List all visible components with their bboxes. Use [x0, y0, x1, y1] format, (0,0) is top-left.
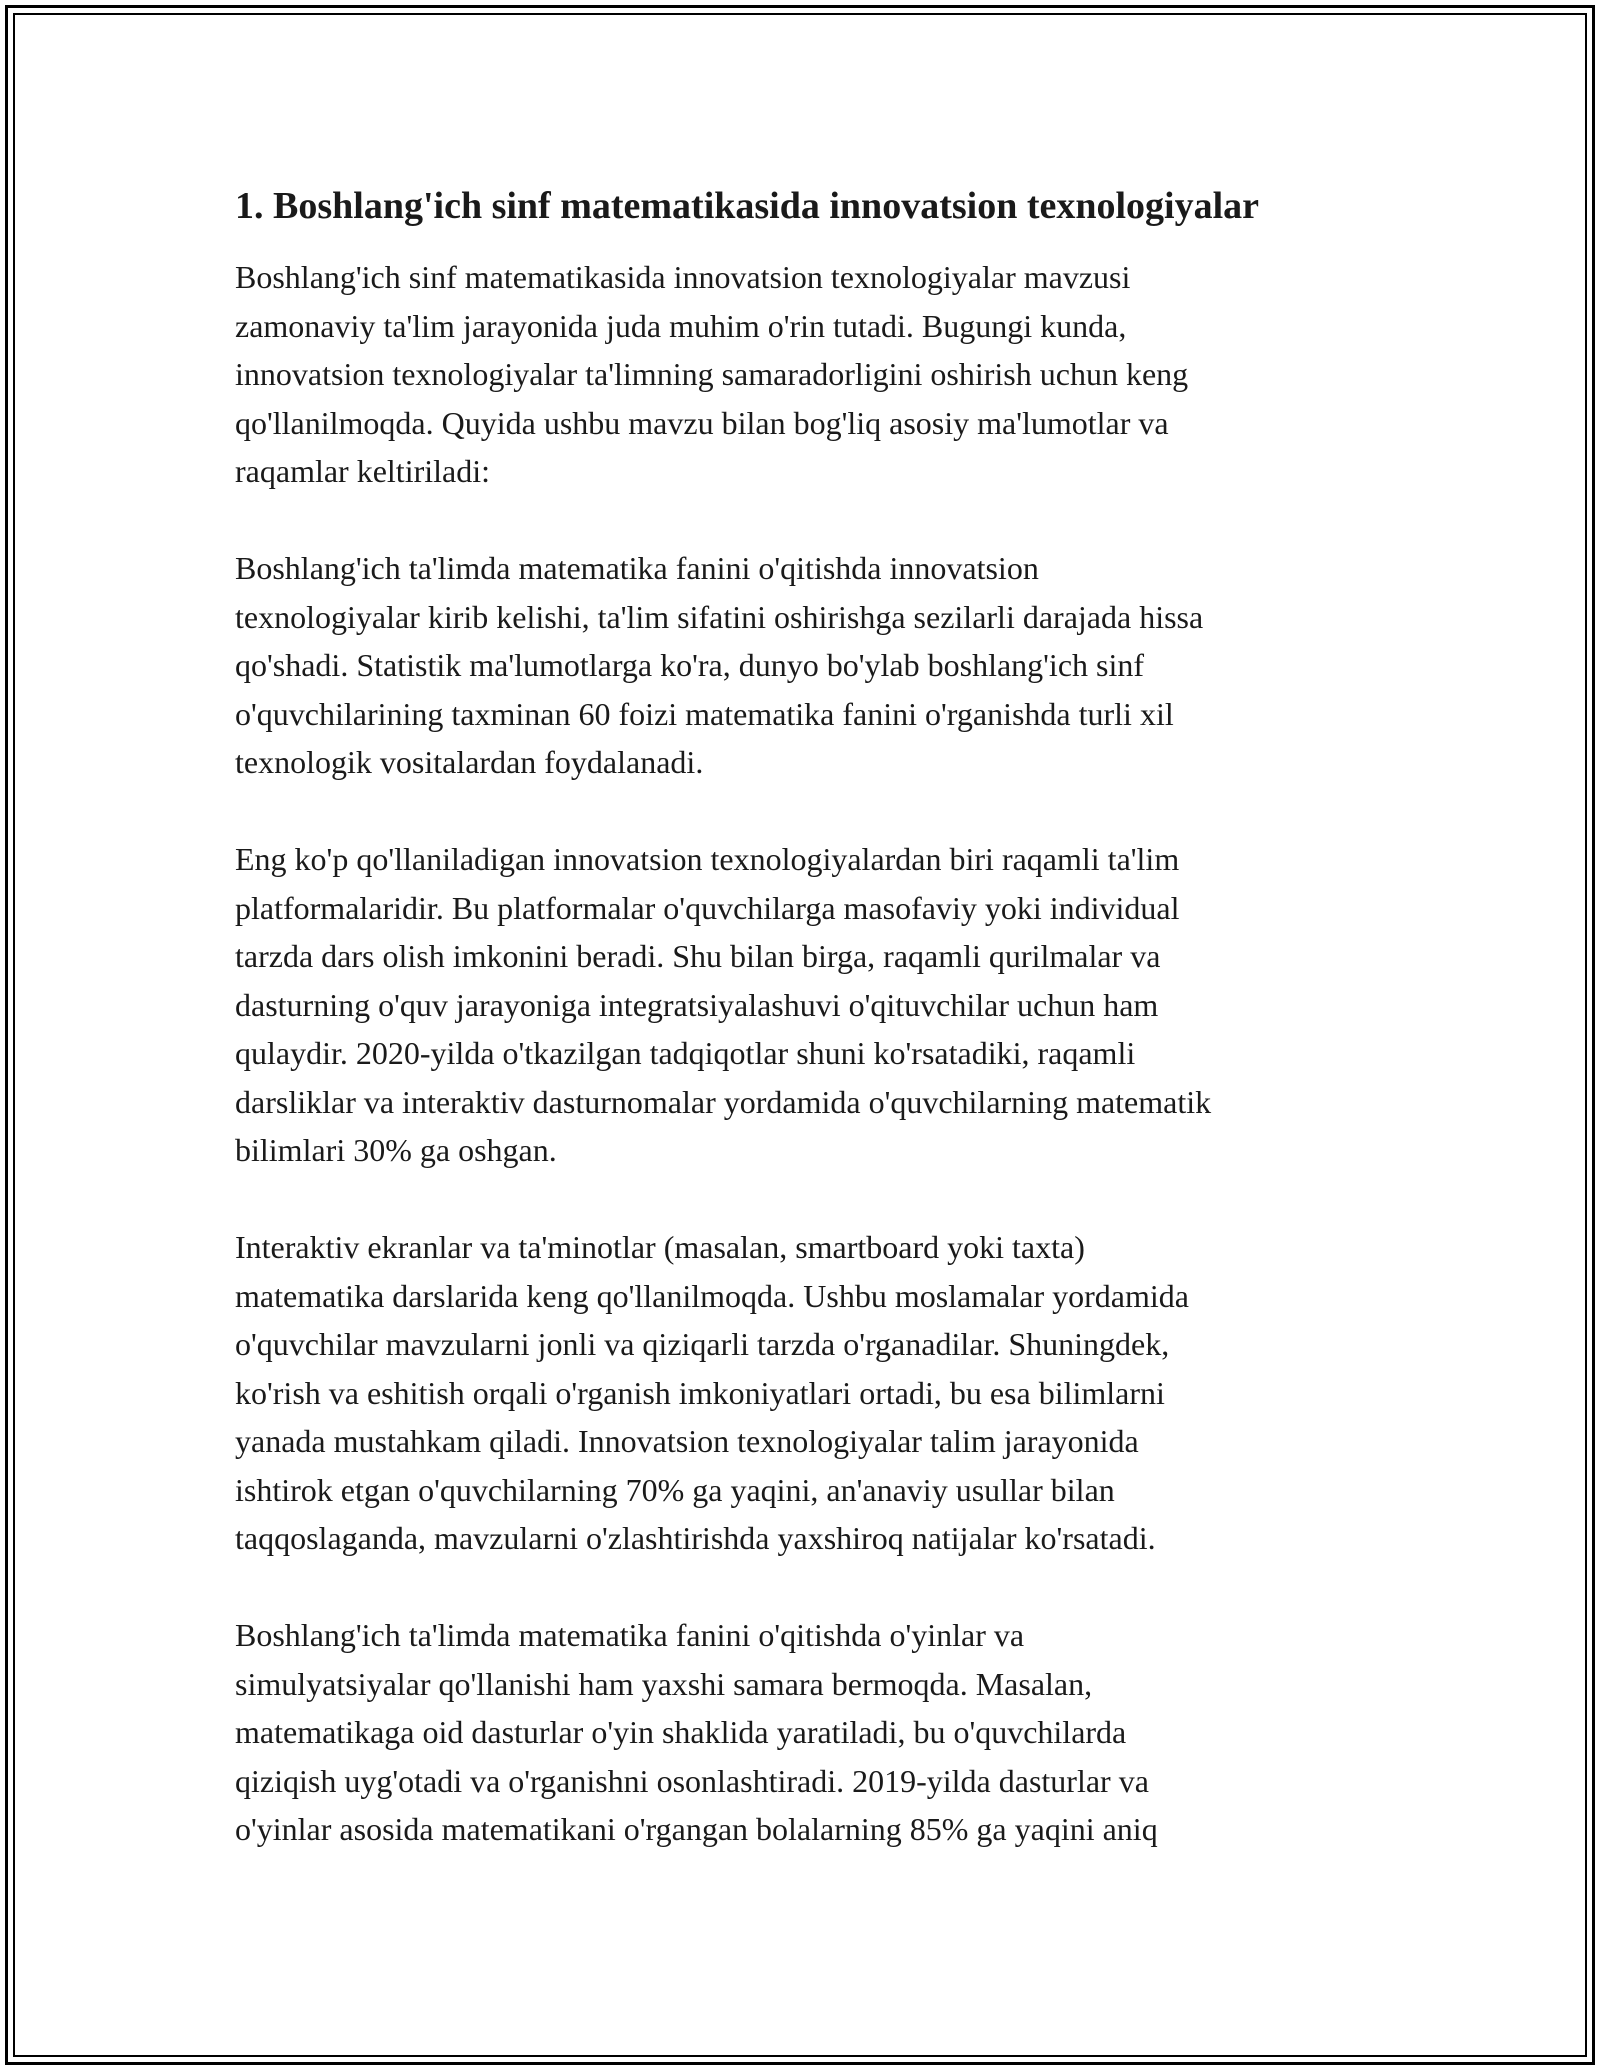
- text-line: Boshlang'ich ta'limda matematika fanini o'qitishda o'yinlar va: [235, 1617, 1025, 1654]
- text-line: ko'rish va eshitish orqali o'rganish imkoniyatlari ortadi, bu esa bilimlarni: [235, 1374, 1165, 1411]
- text-line: texnologiyalar kirib kelishi, ta'lim sifatini oshirishga sezilarli darajada hissa: [235, 598, 1204, 635]
- text-line: qo'shadi. Statistik ma'lumotlarga ko'ra, dunyo bo'ylab boshlang'ich sinf: [235, 647, 1145, 684]
- text-line: matematikaga oid dasturlar o'yin shaklida yaratiladi, bu o'quvchilarda: [235, 1714, 1127, 1751]
- text-line: tarzda dars olish imkonini beradi. Shu bilan birga, raqamli qurilmalar va: [235, 938, 1161, 975]
- text-line: qo'llanilmoqda. Quyida ushbu mavzu bilan bog'liq asosiy ma'lumotlar va: [235, 404, 1169, 441]
- paragraph-intro: [235, 253, 1385, 496]
- text-line: yanada mustahkam qiladi. Innovatsion texnologiyalar talim jarayonida: [235, 1423, 1139, 1460]
- text-line: taqqoslaganda, mavzularni o'zlashtirishda yaxshiroq natijalar ko'rsatadi.: [235, 1520, 1156, 1557]
- text-line: Interaktiv ekranlar va ta'minotlar (masalan, smartboard yoki taxta): [235, 1229, 1085, 1266]
- document-body: [235, 182, 1385, 1902]
- text-line: texnologik vositalardan foydalanadi.: [235, 744, 704, 781]
- text-line: dasturning o'quv jarayoniga integratsiyalashuvi o'qituvchilar uchun ham: [235, 986, 1159, 1023]
- text-line: qiziqish uyg'otadi va o'rganishni osonlashtiradi. 2019-yilda dasturlar va: [235, 1762, 1149, 1799]
- text-line: o'yinlar asosida matematikani o'rgangan bolalarning 85% ga yaqini aniq: [235, 1811, 1158, 1848]
- text-line: zamonaviy ta'lim jarayonida juda muhim o'rin tutadi. Bugungi kunda,: [235, 307, 1127, 344]
- text-line: ishtirok etgan o'quvchilarning 70% ga yaqini, an'anaviy usullar bilan: [235, 1471, 1115, 1508]
- text-line: o'quvchilarining taxminan 60 foizi matematika fanini o'rganishda turli xil: [235, 695, 1174, 732]
- text-line: Boshlang'ich sinf matematikasida innovatsion texnologiyalar mavzusi: [235, 259, 1131, 296]
- paragraph-games-simulations: [235, 1611, 1385, 1854]
- text-line: o'quvchilar mavzularni jonli va qiziqarli tarzda o'rganadilar. Shuningdek,: [235, 1326, 1170, 1363]
- text-line: Boshlang'ich ta'limda matematika fanini o'qitishda innovatsion: [235, 550, 1039, 587]
- text-line: Eng ko'p qo'llaniladigan innovatsion texnologiyalardan biri raqamli ta'lim: [235, 841, 1180, 878]
- text-line: raqamlar keltiriladi:: [235, 453, 490, 490]
- section-title: 1. Boshlang'ich sinf matematikasida innovatsion texnologiyalar: [235, 185, 1260, 227]
- text-line: innovatsion texnologiyalar ta'limning samaradorligini oshirish uchun keng: [235, 356, 1189, 393]
- text-line: simulyatsiyalar qo'llanishi ham yaxshi samara bermoqda. Masalan,: [235, 1665, 1093, 1702]
- paragraph-digital-platforms: [235, 835, 1385, 1175]
- text-line: matematika darslarida keng qo'llanilmoqda. Ushbu moslamalar yordamida: [235, 1277, 1189, 1314]
- paragraph-interactive-screens: [235, 1223, 1385, 1563]
- text-line: platformalaridir. Bu platformalar o'quvchilarga masofaviy yoki individual: [235, 889, 1180, 926]
- text-line: qulaydir. 2020-yilda o'tkazilgan tadqiqotlar shuni ko'rsatadiki, raqamli: [235, 1035, 1136, 1072]
- paragraph-statistics: [235, 544, 1385, 787]
- text-line: darsliklar va interaktiv dasturnomalar yordamida o'quvchilarning matematik: [235, 1083, 1212, 1120]
- text-line: bilimlari 30% ga oshgan.: [235, 1132, 557, 1169]
